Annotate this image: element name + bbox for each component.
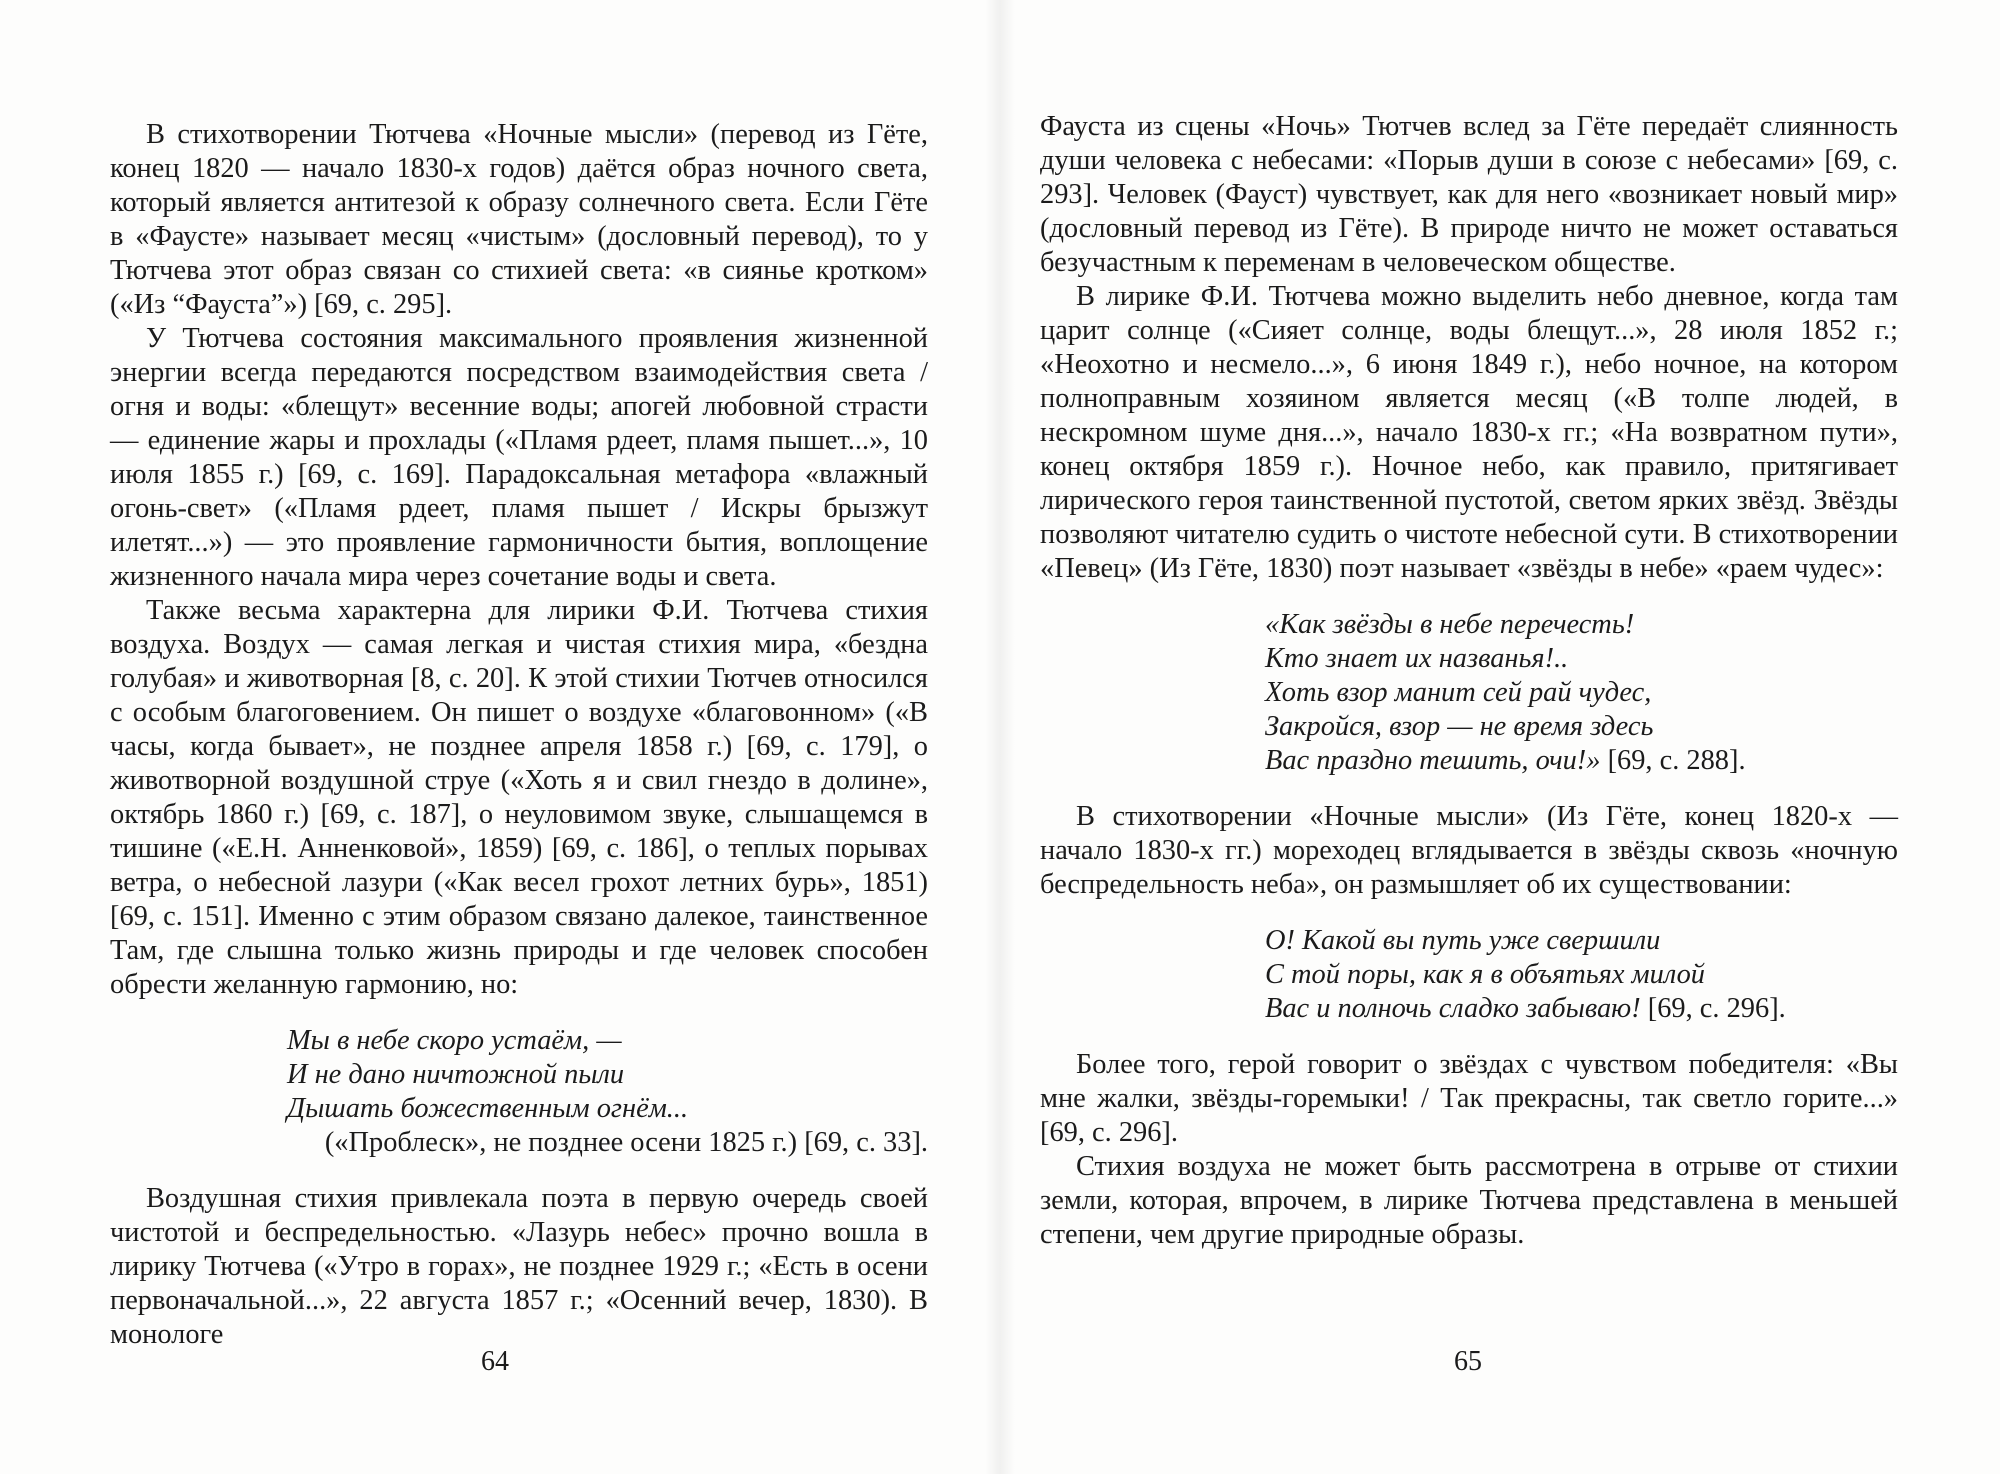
verse-line: Закройся, взор — не время здесь: [1265, 711, 1654, 742]
verse-source: («Проблеск», не позднее осени 1825 г.) [69, с. 33].: [324, 1127, 928, 1158]
right-middle-paragraph: В стихотворении «Ночные мысли» (Из Гёте, конец 1820-х — начало 1830-х гг.) мореходец вглядывается в звёзды сквозь «ночную беспредельность неба», он размышляет об их существовании:: [1040, 801, 1898, 900]
verse-ref: [69, с. 288].: [1607, 745, 1746, 776]
left-page: [110, 118, 928, 1352]
verse-line: Дышать божественным огнём...: [287, 1093, 689, 1124]
verse-text: Вас и полночь сладко забываю!: [1265, 993, 1641, 1024]
verse-line: «Как звёзды в небе перечесть!: [1265, 609, 1635, 640]
right-verse-1: [1040, 608, 1898, 778]
verse-line: Хоть взор манит сей рай чудес,: [1265, 677, 1652, 708]
right-verse-2: [1040, 924, 1898, 1026]
right-closing-paragraph-2: Стихия воздуха не может быть рассмотрена в отрыве от стихии земли, которая, впрочем, в лирике Тютчева представлена в меньшей степени, чем другие природные образы.: [1040, 1151, 1898, 1250]
page-number-left: 64: [481, 1346, 509, 1377]
book-gutter: [985, 0, 1015, 1474]
right-paragraph-2: В лирике Ф.И. Тютчева можно выделить небо дневное, когда там царит солнце («Сияет солнце, воды блещут...», 28 июля 1852 г.; «Неохотно и несмело...», 6 июня 1849 г.), небо ночное, на котором полноправным хозяином является месяц («В толпе людей, в нескромном шуме дня...», начало 1830-х гг.; «На возвратном пути», конец октября 1859 г.). Ночное небо, как правило, притягивает лирического героя таинственной пустотой, светом ярких звёзд. Звёзды позволяют читателю судить о чистоте небесной сути. В стихотворении «Певец» (Из Гёте, 1830) поэт называет «звёзды в небе» «раем чудес»:: [1040, 281, 1898, 584]
verse-text: Вас праздно тешить, очи!»: [1265, 745, 1601, 776]
right-paragraph-1: Фауста из сцены «Ночь» Тютчев вслед за Гёте передаёт слиянность души человека с небесами: «Порыв души в союзе с небесами» [69, с. 293]. Человек (Фауст) чувствует, как для него «возникает новый мир» (дословный перевод из Гёте). В природе ничто не может оставаться безучастным к переменам в человеческом обществе.: [1040, 111, 1898, 278]
left-paragraph-3: Также весьма характерна для лирики Ф.И. Тютчева стихия воздуха. Воздух — самая легкая и чистая стихия мира, «бездна голубая» и животворная [8, с. 20]. К этой стихии Тютчев относился с особым благоговением. Он пишет о воздухе «благовонном» («В часы, когда бывает», не позднее апреля 1858 г.) [69, с. 179], о животворной воздушной струе («Хоть я и свил гнездо в долине», октябрь 1860 г.) [69, с. 187], о неуловимом звуке, слышащемся в тишине («Е.Н. Анненковой», 1859) [69, с. 186], о теплых порывах ветра, о небесной лазури («Как весел грохот летних бурь», 1851) [69, с. 151]. Именно с этим образом связано далекое, таинственное Там, где слышна только жизнь природы и где человек способен обрести желанную гармонию, но:: [110, 595, 928, 1000]
verse-ref: [69, с. 296].: [1647, 993, 1786, 1024]
left-closing-paragraph: Воздушная стихия привлекала поэта в первую очередь своей чистотой и беспредельностью. «Лазурь небес» прочно вошла в лирику Тютчева («Утро в горах», не позднее 1929 г.; «Есть в осени первоначальной...», 22 августа 1857 г.; «Осенний вечер, 1830). В монологе: [110, 1183, 928, 1350]
verse-line-last: [1265, 992, 1898, 1026]
left-verse: [110, 1024, 928, 1160]
verse-line: С той поры, как я в объятьях милой: [1265, 959, 1705, 990]
right-closing-paragraph-1: Более того, герой говорит о звёздах с чувством победителя: «Вы мне жалки, звёзды-горемыки! / Так прекрасны, так светло горите...» [69, с. 296].: [1040, 1049, 1898, 1148]
verse-line-last: [1265, 744, 1898, 778]
page-number-right: 65: [1454, 1346, 1482, 1377]
verse-line: О! Какой вы путь уже свершили: [1265, 925, 1661, 956]
verse-line: Мы в небе скоро устаём, —: [287, 1025, 622, 1056]
left-paragraph-1: В стихотворении Тютчева «Ночные мысли» (перевод из Гёте, конец 1820 — начало 1830-х годов) даётся образ ночного света, который является антитезой к образу солнечного света. Если Гёте в «Фаусте» называет месяц «чистым» (дословный перевод), то у Тютчева этот образ связан со стихией света: «в сиянье кротком» («Из “Фауста”») [69, с. 295].: [110, 119, 928, 320]
verse-line: И не дано ничтожной пыли: [287, 1059, 625, 1090]
verse-line: Кто знает их названья!..: [1265, 643, 1569, 674]
right-page: [1040, 110, 1898, 1252]
left-paragraph-2: У Тютчева состояния максимального проявления жизненной энергии всегда передаются посредством взаимодействия света / огня и воды: «блещут» весенние воды; апогей любовной страсти — единение жары и прохлады («Пламя рдеет, пламя пышет...», 10 июля 1855 г.) [69, с. 169]. Парадоксальная метафора «влажный огонь-свет» («Пламя рдеет, пламя пышет / Искры брызжут илетят...») — это проявление гармоничности бытия, воплощение жизненного начала мира через сочетание воды и света.: [110, 323, 928, 592]
